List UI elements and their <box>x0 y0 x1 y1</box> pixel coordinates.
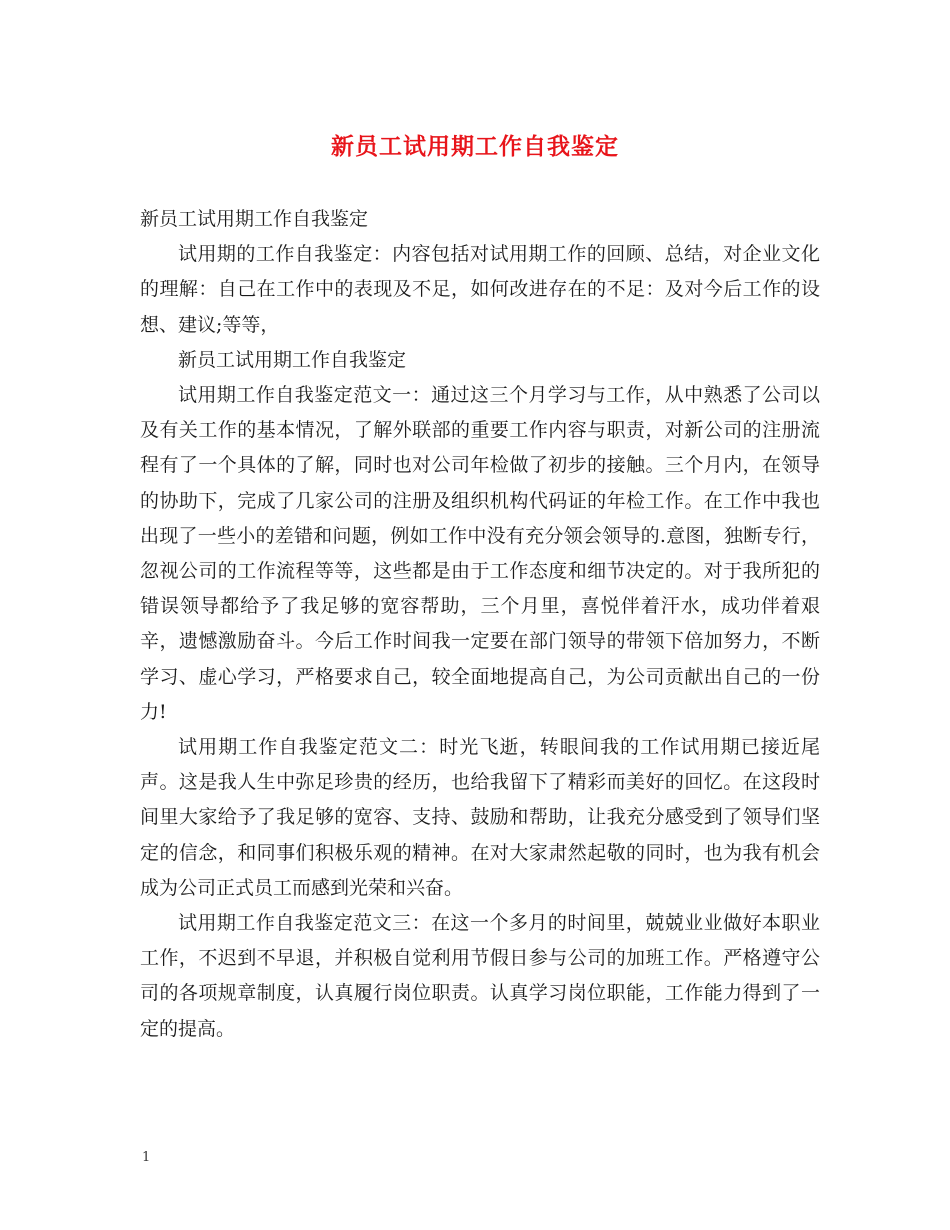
paragraph-heading: 新员工试用期工作自我鉴定 <box>178 348 407 371</box>
page-number: 1 <box>142 1150 151 1165</box>
paragraph-sample-one: 试用期工作自我鉴定范文一：通过这三个月学习与工作，从中熟悉了公司以及有关工作的基本情况，了解外联部的重要工作内容与职责，对新公司的注册流程有了一个具体的了解，同时也对公司年检做了初步的接触。三个月内，在领导的协助下，完成了几家公司的注册及组织机构代码证的年检工作。在工作中我也出现了一些小的差错和问题，例如工作中没有充分领会领导的.意图，独断专行，忽视公司的工作流程等等，这些都是由于工作态度和细节决定的。对于我所犯的错误领导都给予了我足够的宽容帮助，三个月里，喜悦伴着汗水，成功伴着艰辛，遗憾激励奋斗。今后工作时间我一定要在部门领导的带领下倍加努力，不断学习、虚心学习，严格要求自己，较全面地提高自己，为公司贡献出自己的一份力! <box>140 384 820 723</box>
paragraph-sample-two: 试用期工作自我鉴定范文二：时光飞逝，转眼间我的工作试用期已接近尾声。这是我人生中弥足珍贵的经历，也给我留下了精彩而美好的回忆。在这段时间里大家给予了我足够的宽容、支持、鼓励和帮助，让我充分感受到了领导们坚定的信念，和同事们积极乐观的精神。在对大家肃然起敬的同时，也为我有机会成为公司正式员工而感到光荣和兴奋。 <box>140 736 820 899</box>
paragraph-sample-three: 试用期工作自我鉴定范文三：在这一个多月的时间里，兢兢业业做好本职业工作，不迟到不早退，并积极自觉利用节假日参与公司的加班工作。严格遵守公司的各项规章制度，认真履行岗位职责。认真学习岗位职能，工作能力得到了一定的提高。 <box>140 912 820 1040</box>
document-body <box>140 202 820 1047</box>
paragraph-subtitle: 新员工试用期工作自我鉴定 <box>140 208 369 230</box>
paragraph-intro: 试用期的工作自我鉴定：内容包括对试用期工作的回顾、总结，对企业文化的理解：自己在工作中的表现及不足，如何改进存在的不足：及对今后工作的设想、建议;等等， <box>140 243 820 336</box>
document-title: 新员工试用期工作自我鉴定 <box>331 133 619 160</box>
